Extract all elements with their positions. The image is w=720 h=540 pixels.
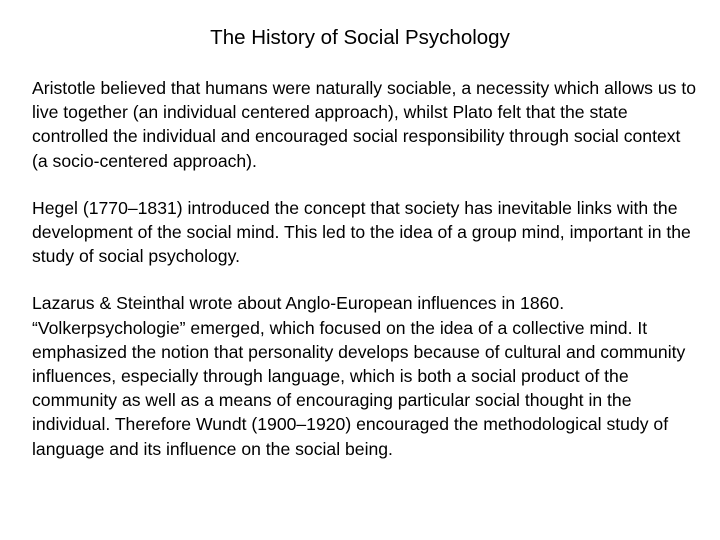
- paragraph-aristotle-plato: Aristotle believed that humans were naturally sociable, a necessity which allows us to live together (an individual centered approach), whilst Plato felt that the state controlled the individual and encouraged social responsibility through social context (a socio-centered approach).: [32, 78, 697, 171]
- paragraph-lazarus-steinthal: Lazarus & Steinthal wrote about Anglo-European influences in 1860. “Volkerpsychologie” emerged, which focused on the idea of a collective mind. It emphasized the notion that personality develops because of cultural and community influences, especially through language, which is both a social product of the community as well as a means of encouraging particular social thought in the individual. Therefore Wundt (1900–1920) encouraged the methodological study of language and its influence on the social being.: [32, 293, 686, 459]
- paragraph-hegel: Hegel (1770–1831) introduced the concept that society has inevitable links with the development of the social mind. This led to the idea of a group mind, important in the study of social psychology.: [32, 197, 691, 267]
- slide-title: The History of Social Psychology: [210, 26, 510, 49]
- slide-body: [32, 76, 700, 484]
